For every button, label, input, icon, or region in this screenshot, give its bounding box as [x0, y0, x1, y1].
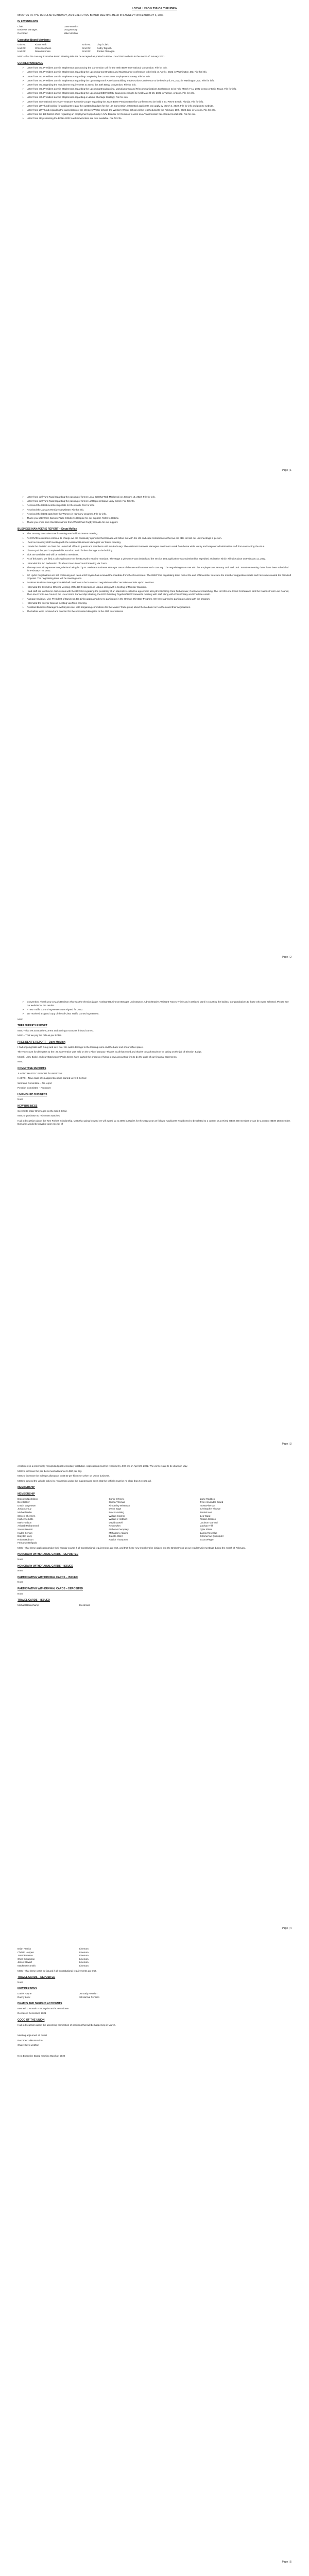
- committee-reports-heading: COMMITTEE REPORTS: [18, 1066, 46, 1070]
- msc-line: MSC: [18, 1060, 23, 1063]
- new-persons-heading: NEW PERSONS: [18, 1987, 37, 1991]
- deaths-heading: DEATHS AND SERIOUS ACCIDENTS: [18, 2002, 62, 2006]
- page-number: Page | 4: [282, 1927, 291, 1930]
- document-header: LOCAL UNION 258 OF THE IBEW: [132, 7, 177, 10]
- list-item: ➢ As COVID restrictions continue to change we are cautiously optimistic that Canada will follow suit with the US and ease restrictions so that we are able to hold our unit meetings in person.: [27, 537, 291, 540]
- list-item: ➢ Letter from Jeff Turn Road regarding the passing of former LU Representative Larry Schell. File for info.: [27, 500, 291, 503]
- new-business-text: MSC to purchase 50 retirement watches.: [18, 1114, 61, 1117]
- committee-line: HAETC – New class of 16 apprentices has started Level 1 School: [18, 1077, 87, 1080]
- president-paragraph: The vote count for delegates to the I.O. Convention was held on the 17th of January. Thanks to all that voted and thanks to Mark Davison for taking on the job of Election Judge.: [18, 1050, 202, 1054]
- list-item: ➢ Bids are available and will be mailed to members.: [27, 553, 291, 557]
- committee-line: Pension Committee – No report: [18, 1087, 51, 1090]
- president-report-heading: PRESIDENT'S REPORT – Dave McMinn: [18, 1040, 65, 1044]
- list-item: ➢ Letter from I.O. President Lonnie Stephenson regarding completing the Construction Employment Survey. File for info.: [27, 75, 291, 79]
- business-manager-report-list: [27, 532, 291, 613]
- list-item: ➢ As of this week, we filed a policy grievance on the BC Hydro vaccine mandate. The stage 2 grievance was denied and the section 104 application was submitted for expedited arbitration which will take place on February 11, 2022.: [27, 557, 291, 561]
- list-item: ➢ Clean-up of the yard completed this month to avoid further damage to the building.: [27, 549, 291, 553]
- good-of-union-heading: GOOD OF THE UNION: [18, 2018, 45, 2022]
- list-item: ➢ I attended the Interior Caucus meeting via Zoom meeting.: [27, 602, 291, 605]
- travel-issued-heading: TRAVEL CARDS – ISSUED: [18, 1599, 50, 1602]
- unfinished-business-text: None: [18, 1098, 23, 1101]
- good-of-union-text: Had a discussion about the upcoming nomination of positions that will be happening in March.: [18, 2023, 116, 2026]
- treasurer-report-heading: TREASURER'S REPORT: [18, 1024, 47, 1028]
- list-item: ➢ Letter from I.O. President Lonnie Stephenson regarding the upcoming Construction and Maintenance conference to be held on April 1, 2022 in Washington, DC. File for info.: [27, 71, 291, 74]
- membership-msc: MSC – that these applications take their regular course if all Constitutional requirements are met, and that these new members be initiated into the Brotherhood at our regular Unit meetings during the month of February.: [18, 1546, 246, 1549]
- new-business-text: Several to order Chinnegan as the Unit 6 Chair.: [18, 1109, 67, 1112]
- list-item: ➢ I made the decision to close the Union hall office to guests and members until mid-February. The Assistant Business Managers continue to work from home while we try and keep our administrative staff from contracting the virus.: [27, 545, 291, 549]
- page-number: Page | 2: [282, 956, 291, 959]
- list-item: ➢ Letter from I.O. President Lonnie Stephenson regarding the upcoming IBEW Safety Caucus meeting to be held May 23-26, 2022 in Tucson, Arizona. File for info.: [27, 92, 291, 95]
- enrollment-text: enrollment in a provincially recognized post secondary institution. Applications must be received by 4:00 pm on April 29, 2022. The winners are to be drawn in May.: [18, 1465, 188, 1467]
- msc-line: MSC – that these cards be issued if all Constitutional requirements are met.: [18, 1969, 97, 1972]
- page-number: Page | 1: [282, 469, 291, 472]
- list-item: ➢ Received the latest membership stats for the month. File for info.: [27, 504, 291, 507]
- list-item: ➢ Letter from LIFT fund looking for applicants to pay the outstanding dues for the I.O. Convention. Interested applicants can apply by March 4, 2022. File for info and post to website.: [27, 105, 291, 108]
- death-line: Deceased December, 2021: [18, 2012, 46, 2015]
- list-item: ➢ Received the January Renfare Newsletter. File for info.: [27, 509, 291, 512]
- list-item: ➢ Thank you letter from Canuck Place Children's Hospice for our support. Refer to Hotline.: [27, 517, 291, 520]
- president-paragraph: Myself, Larry Bickel and our Gatekeeper Paula Beres have started the process of hiring a new accounting firm to do the audit of our financial statements.: [18, 1055, 177, 1058]
- page-number: Page | 5: [282, 2561, 291, 2564]
- list-item: ➢ BC Hydro Negotiations are still continuing and rates at BC Hydro has received the mandate from the Government. The IBEW 258 negotiating team met at the end of November to review the member suggestion sheets and have now created the first draft proposal. The negotiating team will be meeting soon.: [27, 574, 291, 581]
- treasurer-line: MSC – that we accept the Current and Savings Accounts if found correct.: [18, 1029, 94, 1032]
- msc-minutes: MSC – that the January Executive Board Meeting Minutes be accepted as posted to IBEW Local 258's website in the month of January 2021.: [18, 55, 165, 58]
- list-item: ➢ I attended the Executive Officers Meeting of the BC Federation of Labour along with a briefing of Minister Mastrom.: [27, 586, 291, 589]
- none-text: None: [18, 1980, 23, 1984]
- list-item: ➢ Convention. Thank you to Mark Davison who was the election judge, Assistant Business Manager Levi Mayson, Administrative Assistant Tracey Thiele and I assisted Mark in counting the ballots. Congratulations to those who were selected. Please see our website for the results.: [27, 1001, 291, 1007]
- list-item: ➢ Letter from International Secretary Treasurer Kenneth Cooper regarding the 2022 IBEW Pension Benefits Conference to be held in St. Pete's Beach, Florida. File for info.: [27, 100, 291, 104]
- next-meeting-line: Next Executive Board meeting March 2, 2022: [18, 2054, 65, 2057]
- list-item: ➢ We received a signed copy of the All Clear Traffic Control Agreement.: [27, 1012, 291, 1016]
- msc-line: MSC to amend the vehicle policy by reinventing under the maintenance costs that the vehicle must be no older than 5 years old.: [18, 1479, 151, 1482]
- list-item: ➢ The January Executive Board Meeting was held via Teams meeting.: [27, 532, 291, 536]
- msc-line: MSC: [18, 1018, 23, 1021]
- new-persons-list: Daniel Payne 30 Early Pension Danny Zock 30 Normal Pension: [18, 1992, 100, 1998]
- new-business-heading: NEW BUSINESS: [18, 1105, 38, 1108]
- msc-line: MSC to increase the per diem meal allowance to $90 per day.: [18, 1469, 82, 1472]
- attendance-heading: IN ATTENDANCE: [18, 20, 39, 24]
- list-item: ➢ Thank you email from Gail Havvasnick from Wheelchair Rugby Canada for our support.: [27, 521, 291, 524]
- treasurer-line: MSC – That we pay the bills as per BDDS.: [18, 1034, 62, 1037]
- new-business-text: Had a discussion about the Tom Forbes Scholarship. MSC that going forward we will award up to 2000 bursaries for the 2022 year as follows: Applicants would need to be related to a current or a retired IBEW 258 member or can be a current IBEW 258 member. Bursaries would be payable upon receipt of: [18, 1119, 291, 1126]
- list-item: ➢ A new Traffic Control Agreement was signed for 2022.: [27, 1008, 291, 1012]
- list-item: ➢ The ballots were received and counted for the nominated delegates to the 40th International: [27, 610, 291, 614]
- committee-line: JLATTC: HAETEC REPORT for IBEW 258: [18, 1072, 62, 1075]
- membership-heading: MEMBERSHIP: [18, 1486, 35, 1489]
- list-item: ➢ Letter from I.O. President Lonnie Stephenson regarding the upcoming Broadcasting, Manufacturing and Telecommunications Conference to be held March 7-11, 2022 in San Antonio Texas. File for info.: [27, 88, 291, 91]
- page-3: [0, 999, 309, 1446]
- document-subtitle: MINUTES OF THE REGULAR FEBRUARY, 2021 EXECUTIVE BOARD MEETING HELD IN LANGLEY ON FEBRUARY 3, 2021: [18, 13, 164, 17]
- officer-row: Chair: Dave McMinn: [18, 25, 79, 28]
- page-1: [0, 0, 309, 472]
- convention-list: [27, 1001, 291, 1016]
- page-2: [0, 495, 309, 959]
- letters-list: [27, 496, 291, 524]
- participating-deposited-heading: PARTICIPATING WITHDRAWAL CARDS – DEPOSITED: [18, 1587, 83, 1591]
- chair-line: Chair: Dave McMinn: [18, 2044, 39, 2047]
- exec-board-heading: Executive Board Members:: [18, 38, 51, 42]
- officer-row: Business Manager: Doug McKay: [18, 28, 78, 31]
- membership-subheading: MEMBERSHIP: [18, 1492, 35, 1496]
- list-item: ➢ I held our monthly staff meeting with the Assistant Business Managers via Teams meeting.: [27, 541, 291, 545]
- travel-issued-list: Michael Beauchamp Electrician: [18, 1603, 91, 1606]
- list-item: ➢ Received the latest stats from the Women in Harmony program. File for info.: [27, 513, 291, 516]
- correspondence-heading: CORRESPONDENCE: [18, 61, 43, 65]
- list-item: ➢ Letter from I.O. regarding the recruitment requirements to attend the 40th IBEW Convention. File for info.: [27, 83, 291, 87]
- msc-line: MSC to increase the mileage allowance to $0.60 per kilometer when on Union business.: [18, 1475, 110, 1478]
- correspondence-list: [27, 66, 291, 121]
- list-item: ➢ The Hepcon Link agreement negotiations being led by FL Assistant Business Manager Jesus Elaborate wall commence in January. The negotiating team met with the employers on January 14th and 18th. Tentative meeting dates have been scheduled for February 7-8, 2022.: [27, 566, 291, 573]
- list-item: ➢ I and staff are involved in discussions with the BCGEU regarding the possibility of an alternative collective agreement at Hydro Electricity Rent Turbopower, Contractors Switching, The 1st SD Lime Coast Conference with the Nations Front Line Council, The Lime Front Line Council, the Local Union Partnership Meeting, the BCRI/Meeting Together/IBEW Stewards meeting with staff along with Chris O'Riley and Charlotte Antelo.: [27, 590, 291, 597]
- exec-board-grid: Unit #1: Klaus Kraft Unit #4: Lloyd Clark Unit #2: Chris Stephens Unit #5: Colby Tagwith Unit #3: Dean Hickman Unit #6: Jordan Flanagan: [18, 43, 115, 53]
- list-item: ➢ Letter from the 1st District office regarding an employment opportunity in IVM Director for Common to work on a Transmission bar. Contact Local 602. File for info.: [27, 113, 291, 116]
- page-number: Page | 3: [282, 1443, 291, 1446]
- page-5: [0, 1947, 309, 2564]
- none-text: None: [18, 1569, 23, 1572]
- list-item: ➢ Letter from IIE presenting the BCNA 2022 card show tickets are now available. File for info.: [27, 117, 291, 121]
- list-item: ➢ I attended the BC Federation of Labour Executive Council meeting via Zoom.: [27, 562, 291, 566]
- travel-deposited-heading: TRAVEL CARDS – DEPOSITED: [18, 1976, 56, 1979]
- president-paragraph: I had ongoing talks with Doug and Levi over the water damage to the training room and the back end of our office space.: [18, 1045, 144, 1048]
- list-item: ➢ Assistant Business Manager Ken Mitchell continues to be in contract negotiations with Cascade Mountain Hydro Services.: [27, 581, 291, 585]
- none-text: None: [18, 1592, 23, 1595]
- business-manager-report-heading: BUSINESS MANAGER'S REPORT – Doug McKay: [18, 527, 77, 531]
- honorary-deposited-heading: HONORARY WITHDRAWAL CARDS – DEPOSITED: [18, 1553, 79, 1556]
- death-line: Kenneth J Armatin – BC Hydro and IO Pensioner: [18, 2007, 69, 2010]
- page-4: [0, 1463, 309, 1930]
- list-item: ➢ Letter from I.O. President Lonnie Stephenson announcing the Convention call for the 40th IBEW International Convention. File for info.: [27, 66, 291, 70]
- list-item: ➢ Ramage Cruiskys, Vice President of Business, BC Links approached me to participate in the Orange Shirt Day Program. We have agreed to participate along with the program.: [27, 598, 291, 601]
- retirees-list: Brian Franks Lineman Christo Hoppen Lineman Jared Pearson Lineman Chris Eckapinan Lineman Jason Stevert Lineman Mackenzie Smith Lineman: [18, 1947, 89, 1967]
- participating-issued-heading: PARTICIPATING WITHDRAWAL CARDS – ISSUED: [18, 1575, 78, 1579]
- honorary-issued-heading: HONORARY WITHDRAWAL CARDS – ISSUED: [18, 1564, 73, 1568]
- committee-line: Women's Committee – No report: [18, 1081, 52, 1084]
- list-item: ➢ Letter from I.O. President Lonnie Stephenson regarding a Labour Shortage Strategy. File for info.: [27, 96, 291, 99]
- list-item: ➢ Letter from I.O. President Lonnie Stephenson regarding the upcoming North American Building Trades Union Conference to be held April 2-4, 2022 in Washington, DC. File for info.: [27, 79, 291, 83]
- adjourned-line: Meeting adjourned at: 16:00: [18, 2034, 47, 2037]
- list-item: ➢ Assistant Business Manager Levi Mayson met with bargaining committees for the Master Trade group about the Mediator on Northern and their negotiations.: [27, 606, 291, 609]
- list-item: ➢ Letter from LIFT fund regarding the cancellation of the Western Winter school, the Western Winter school will be rescheduled to the February 18th, 2022 date in Victoria. File for info.: [27, 109, 291, 112]
- members-grid: Brooklyn Nicholson Conor O'Keefe Zane Roddick Ben Bekker Sharla Thomas Finn Alexander Grand Dustin Jorgensen Kimberley Wiseman Ty McPherson Jordan Arbuz Deion Sage Christopher Thorpe Michael Iselin Brock Hosking Daniel Nett Steven Chermirn William Cramer Leo Ward Katherine Little William J Hobhart Tristan Gordon Mark Hudson David Martell Jackson Marford Ashaab Mohammed Kevin Ohm Zackary Tillf Sarah Bennett Nicholas Dempsey Tyler Elissa Kaden Senum Mahagany Adaline Lanka Roseblue Braydon Lucy Dakota Miller Shamerrae Quinnpuhl Robert Robson Patrick Thompson Scott Wieger Fernando Delgado: [18, 1497, 224, 1545]
- unfinished-business-heading: UNFINISHED BUSINESS: [18, 1093, 47, 1096]
- officer-row: Recorder: Mike McMinn: [18, 31, 78, 35]
- none-text: None: [18, 1558, 23, 1561]
- recorder-line: Recorder: Mike McMinn: [18, 2039, 43, 2042]
- list-item: ➢ Letter from Jeff Turn Road regarding the passing of former Local 638 RW Rob Marlowski on January 18, 2022. File for info.: [27, 496, 291, 499]
- none-text: None: [18, 1581, 23, 1584]
